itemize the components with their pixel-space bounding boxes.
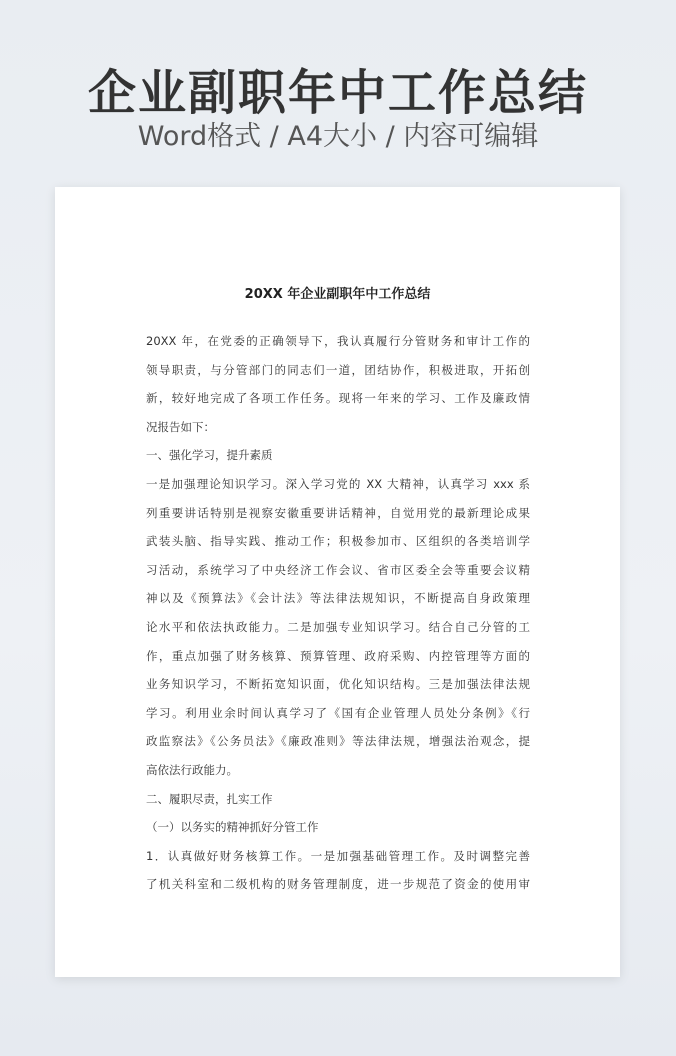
document-line: 20XX 年，在党委的正确领导下，我认真履行分管财务和审计工作的 bbox=[146, 334, 530, 348]
document-body bbox=[146, 327, 530, 899]
document-line: 论水平和依法执政能力。二是加强专业知识学习。结合自己分管的工 bbox=[146, 619, 530, 634]
document-line: 了机关科室和二级机构的财务管理制度，进一步规范了资金的使用审 bbox=[146, 877, 530, 892]
document-line: 新，较好地完成了各项工作任务。现将一年来的学习、工作及廉政情 bbox=[146, 391, 530, 406]
document-line: 武装头脑、指导实践、推动工作；积极参加市、区组织的各类培训学 bbox=[146, 534, 530, 549]
banner-subtitle: Word格式 / A4大小 / 内容可编辑 bbox=[137, 121, 539, 152]
section-heading: 一、强化学习，提升素质 bbox=[146, 448, 273, 463]
document-line: 业务知识学习，不断拓宽知识面，优化知识结构。三是加强法律法规 bbox=[146, 677, 530, 692]
subsection-heading: （一）以务实的精神抓好分管工作 bbox=[146, 820, 319, 835]
document-line: 神以及《预算法》《会计法》等法律法规知识，不断提高自身政策理 bbox=[146, 591, 530, 606]
document-line: 学习。利用业余时间认真学习了《国有企业管理人员处分条例》《行 bbox=[146, 705, 530, 720]
document-page bbox=[55, 187, 620, 977]
document-line: 领导职责，与分管部门的同志们一道，团结协作，积极进取，开拓创 bbox=[146, 362, 530, 377]
document-line: 一是加强理论知识学习。深入学习党的 XX 大精神，认真学习 xxx 系 bbox=[146, 476, 530, 491]
document-line: 政监察法》《公务员法》《廉政准则》等法律法规，增强法治观念，提 bbox=[146, 734, 530, 749]
document-line: 作，重点加强了财务核算、预算管理、政府采购、内控管理等方面的 bbox=[146, 648, 530, 663]
section-heading: 二、履职尽责，扎实工作 bbox=[146, 791, 273, 806]
document-line: 况报告如下： bbox=[146, 419, 215, 434]
document-title: 20XX 年企业副职年中工作总结 bbox=[244, 287, 431, 302]
document-line: 列重要讲话特别是视察安徽重要讲话精神，自觉用党的最新理论成果 bbox=[146, 505, 530, 520]
document-line: 习活动，系统学习了中央经济工作会议、省市区委全会等重要会议精 bbox=[146, 562, 530, 577]
banner-title: 企业副职年中工作总结 bbox=[87, 65, 588, 121]
document-line: 高依法行政能力。 bbox=[146, 762, 238, 777]
document-line: 1．认真做好财务核算工作。一是加强基础管理工作。及时调整完善 bbox=[146, 848, 530, 863]
